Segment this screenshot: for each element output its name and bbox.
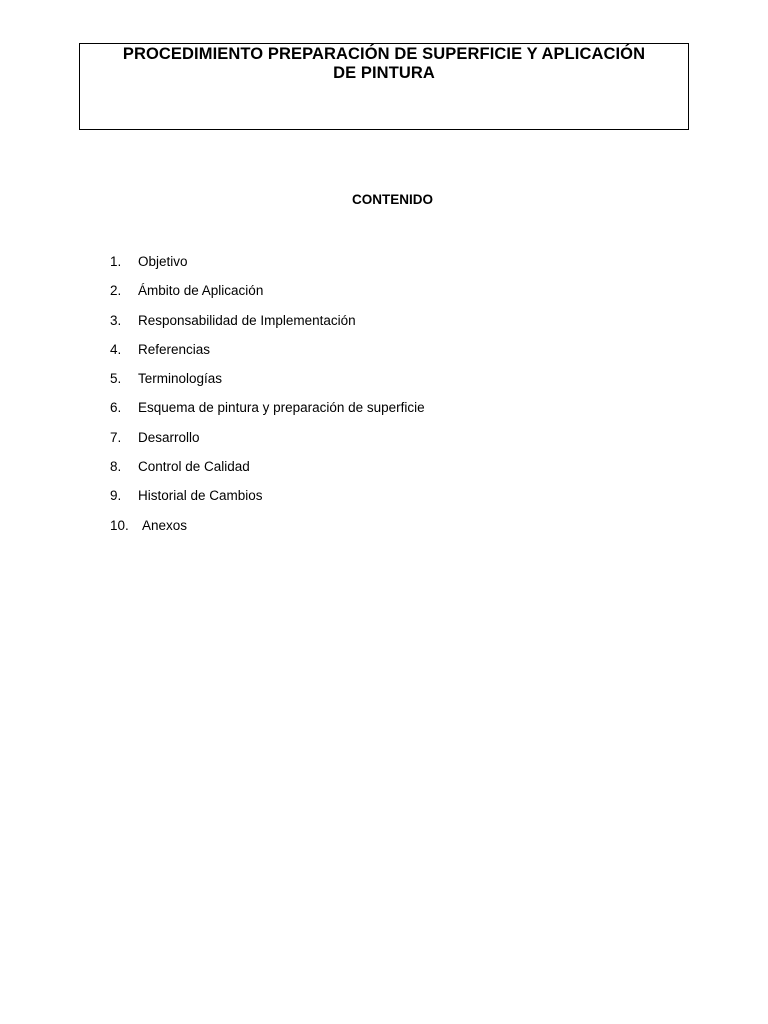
toc-number: 1. [110,254,122,269]
toc-item-referencias [110,341,425,370]
table-of-contents [110,253,425,546]
toc-number: 10. [110,517,129,533]
toc-label: Desarrollo [138,429,200,445]
toc-label: Referencias [138,341,211,357]
toc-label: Historial de Cambios [138,488,263,504]
toc-item-responsabilidad [110,312,425,341]
toc-label: Esquema de pintura y preparación de superficie [138,400,425,416]
toc-label: Terminologías [138,371,223,387]
toc-number: 4. [110,341,122,357]
toc-item-historial [110,487,425,516]
document-title [80,44,688,83]
toc-number: 5. [110,371,122,387]
toc-label: Objetivo [138,254,188,269]
toc-item-anexos [110,517,425,546]
contents-heading: CONTENIDO [352,192,433,207]
title-line-2: DE PINTURA [333,64,435,82]
toc-item-objetivo [110,253,425,282]
toc-label: Control de Calidad [138,459,250,475]
toc-item-terminologias [110,370,425,399]
toc-number: 9. [110,488,122,504]
toc-item-control-calidad [110,458,425,487]
title-line-1: PROCEDIMIENTO PREPARACIÓN DE SUPERFICIE Y APLICACIÓN [122,45,646,63]
toc-item-ambito [110,282,425,311]
toc-label: Responsabilidad de Implementación [138,312,356,328]
title-box [79,43,689,130]
toc-number: 8. [110,459,122,475]
toc-number: 7. [110,429,122,445]
toc-item-desarrollo [110,429,425,458]
toc-label: Anexos [142,517,188,533]
toc-number: 3. [110,312,122,328]
toc-number: 2. [110,283,122,299]
toc-item-esquema [110,399,425,428]
toc-number: 6. [110,400,122,416]
toc-label: Ámbito de Aplicación [138,283,264,299]
